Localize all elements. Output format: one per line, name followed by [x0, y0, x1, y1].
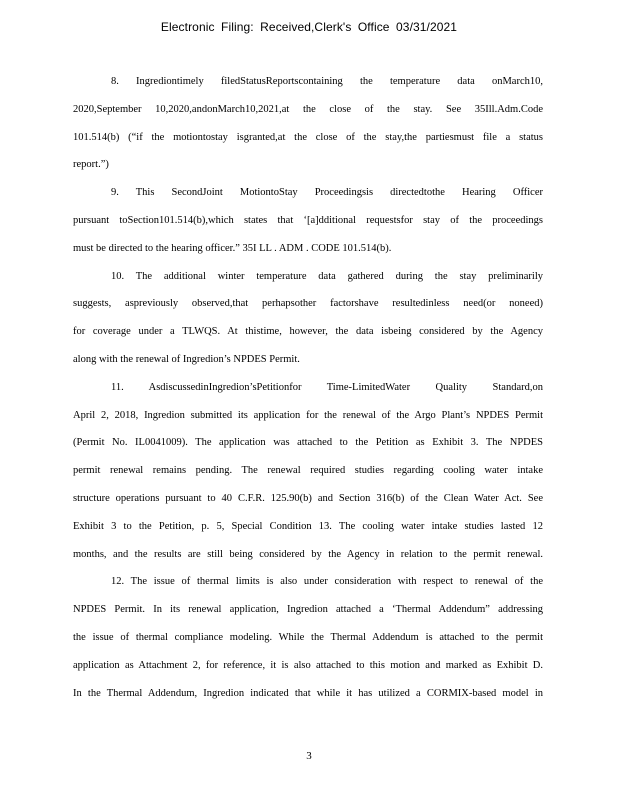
- text-line: suggests, aspreviously observed,that perhapsother factorshave resultedinless need(or noneed): [73, 298, 543, 310]
- paragraph-10: [73, 263, 543, 374]
- text-line: April 2, 2018, Ingredion submitted its application for the renewal of the Argo Plant’s NPDES Permit: [73, 409, 543, 421]
- paragraph-11: [73, 374, 543, 569]
- text-line: 9. This SecondJoint MotiontoStay Proceedingsis directedtothe Hearing Officer: [111, 187, 543, 199]
- text-line: application as Attachment 2, for reference, it is also attached to this motion and marked as Exhibit D.: [73, 659, 543, 671]
- text-line: In the Thermal Addendum, Ingredion indicated that while it has utilized a CORMIX-based model in: [73, 687, 543, 699]
- text-line: 2020,September 10,2020,andonMarch10,2021,at the close of the stay. See 35Ill.Adm.Code: [73, 103, 543, 115]
- text-line: along with the renewal of Ingredion’s NPDES Permit.: [73, 353, 300, 365]
- paragraph-8: [73, 68, 543, 179]
- text-line: months, and the results are still being considered by the Agency in relation to the permit renewal.: [73, 548, 543, 560]
- text-line: 8. Ingrediontimely filedStatusReportscontaining the temperature data onMarch10,: [111, 76, 543, 87]
- paragraph-9: [73, 179, 543, 262]
- paragraph-12: [73, 568, 543, 707]
- document-body: [73, 68, 543, 707]
- text-line: Exhibit 3 to the Petition, p. 5, Special Condition 13. The cooling water intake studies lasted 12: [73, 520, 543, 532]
- text-line: NPDES Permit. In its renewal application, Ingredion attached a ‘Thermal Addendum” addressing: [73, 604, 543, 616]
- text-line: must be directed to the hearing officer.” 35I LL . ADM . CODE 101.514(b).: [73, 242, 392, 254]
- text-line: report.”): [73, 159, 109, 171]
- text-line: pursuant toSection101.514(b),which states that ‘[a]dditional requestsfor stay of the proceedings: [73, 214, 543, 226]
- text-line: 10. The additional winter temperature data gathered during the stay preliminarily: [111, 270, 543, 282]
- page-number: 3: [306, 750, 312, 762]
- text-line: 101.514(b) (“if the motiontostay isgranted,at the close of the stay,the partiesmust file a status: [73, 131, 543, 143]
- text-line: 11. AsdiscussedinIngredion’sPetitionfor Time-LimitedWater Quality Standard,on: [111, 381, 543, 393]
- text-line: 12. The issue of thermal limits is also under consideration with respect to renewal of the: [111, 576, 543, 588]
- filing-header: Electronic Filing: Received,Clerk's Office 03/31/2021: [160, 20, 458, 34]
- text-line: for coverage under a TLWQS. At thistime, however, the data isbeing considered by the Agency: [73, 326, 543, 338]
- text-line: (Permit No. IL0041009). The application was attached to the Petition as Exhibit 3. The NPDES: [73, 437, 543, 449]
- text-line: permit renewal remains pending. The renewal required studies regarding cooling water intake: [73, 465, 543, 477]
- text-line: structure operations pursuant to 40 C.F.R. 125.90(b) and Section 316(b) of the Clean Water Act. See: [73, 492, 543, 504]
- text-line: the issue of thermal compliance modeling. While the Thermal Addendum is attached to the permit: [73, 631, 543, 643]
